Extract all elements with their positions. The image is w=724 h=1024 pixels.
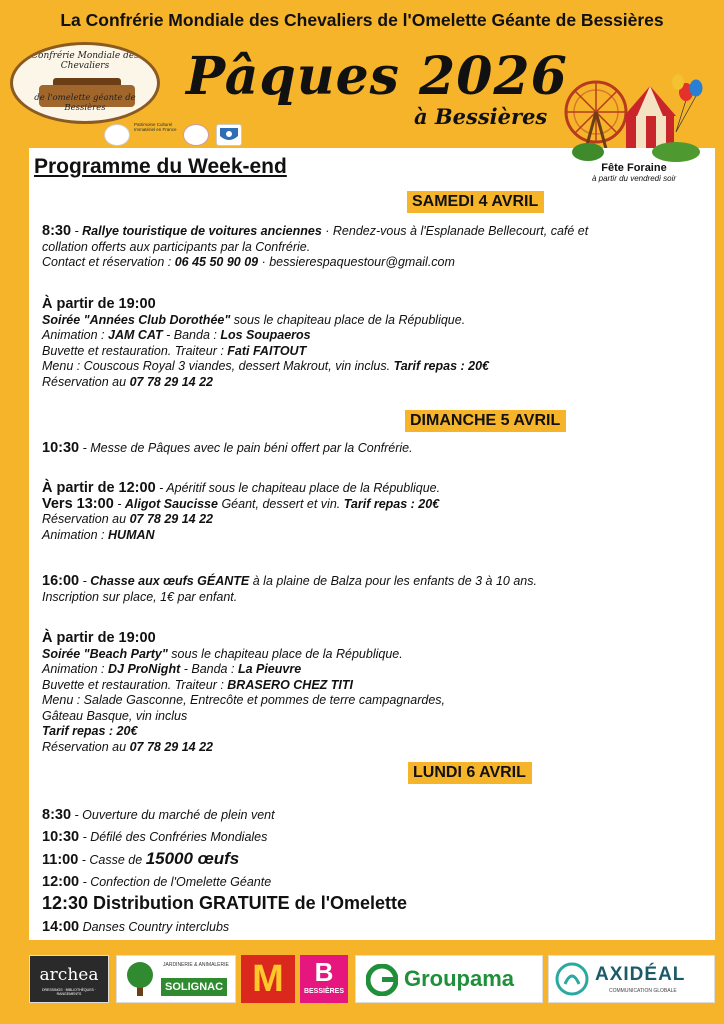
omelette-seal-icon: [183, 124, 209, 146]
day-saturday: SAMEDI 4 AVRIL: [407, 191, 544, 213]
heritage-badge-icon: [104, 124, 130, 146]
sun-soiree: À partir de 19:00 Soirée "Beach Party" sous le chapiteau place de la République. Animation : DJ ProNight - Banda : La Pieuvre Buvette et restauration. Traiteur : BRASERO CHEZ TITI Menu : Salade Gasconne, Entrecôte et pommes de terre campagnardes, Gâteau Basque, vin inclus Tarif repas : 20€ Réservation au 07 78 29 14 22: [42, 630, 446, 754]
tree-icon: [121, 960, 159, 998]
program-heading: Programme du Week-end: [34, 155, 287, 178]
sun-messe: 10:30 - Messe de Pâques avec le pain béni offert par la Confrérie.: [42, 440, 413, 456]
logo-top-text: Confrérie Mondiale des Chevaliers: [31, 51, 139, 71]
axideal-logo-icon: [555, 962, 589, 996]
groupama-logo-icon: [366, 964, 398, 996]
bessieres-logo-icon: B: [314, 957, 334, 987]
bessieres-logo-text: BESSIÈRES: [303, 988, 345, 995]
balloons-icon: [672, 74, 703, 132]
sat-soiree: À partir de 19:00 Soirée "Années Club Dorothée" sous le chapiteau place de la République. Animation : JAM CAT - Banda : Los Soupaeros Buvette et restauration. Traiteur : Fati FAITOUT Menu : Couscous Royal 3 viandes, dessert Makrout, vin inclus. Tarif repas : 20€ Réservation au 07 78 29 14 22: [42, 296, 489, 389]
groupama-logo-text: Groupama: [404, 966, 515, 991]
sponsor-solignac: [116, 955, 236, 1003]
sponsor-axideal: [548, 955, 715, 1003]
fete-foraine-caption: [560, 162, 708, 183]
day-monday: LUNDI 6 AVRIL: [408, 762, 532, 784]
sponsor-archea: [29, 955, 109, 1003]
mcdonalds-logo-icon: M: [252, 958, 284, 1000]
confrerie-logo: [10, 42, 160, 124]
sponsor-bessieres: [300, 955, 348, 1003]
axideal-logo-text: AXIDÉAL: [595, 964, 686, 985]
logo-bottom-text: de l'omelette géante de Bessières: [34, 93, 136, 113]
fete-foraine-sub: à partir du vendredi soir: [591, 174, 677, 183]
fete-foraine-label: Fête Foraine: [601, 162, 667, 174]
partner-caption: Patrimoine Culturel Immatériel en France: [134, 122, 177, 133]
town-emblem-icon: [216, 124, 242, 146]
archea-tagline: DRESSINGS · BIBLIOTHÈQUES · RANGEMENTS: [41, 988, 97, 996]
archea-logo-text: archea: [39, 965, 99, 985]
solignac-logo-text: SOLIGNAC: [161, 978, 227, 996]
day-sunday: DIMANCHE 5 AVRIL: [405, 410, 566, 432]
axideal-tagline: COMMUNICATION GLOBALE: [609, 988, 677, 994]
solignac-tagline: JARDINERIE & ANIMALERIE: [163, 962, 229, 968]
event-title: Pâques 2026: [186, 46, 568, 107]
event-subtitle: à Bessières: [414, 104, 548, 129]
sponsor-mcdonalds: [241, 955, 295, 1003]
bush-decoration-icon: [566, 136, 706, 162]
sun-midi: À partir de 12:00 - Apéritif sous le chapiteau place de la République. Vers 13:00 - Aligot Saucisse Géant, dessert et vin. Tarif repas : 20€ Réservation au 07 78 29 14 22 Animation : HUMAN: [42, 480, 441, 542]
sponsor-groupama: [355, 955, 543, 1003]
org-title: La Confrérie Mondiale des Chevaliers de l'Omelette Géante de Bessières: [60, 10, 664, 30]
mon-program: 8:30 - Ouverture du marché de plein vent 10:30 - Défilé des Confréries Mondiales 11:00 - Casse de 15000 œufs 12:00 - Confection de l'Omelette Géante 12:30 Distribution GRATUITE de l'Omelette 14:00 Danses Country interclubs: [42, 807, 408, 935]
sat-rallye: 8:30 - Rallye touristique de voitures anciennes · Rendez-vous à l'Esplanade Bellecourt, café et collation offerts aux participants par la Confrérie. Contact et réservation : 06 45 50 90 09 · bessierespaquestour@gmail.com: [42, 223, 589, 269]
sun-chasse: 16:00 - Chasse aux œufs GÉANTE à la plaine de Balza pour les enfants de 3 à 10 ans. Inscription sur place, 1€ par enfant.: [42, 573, 537, 604]
